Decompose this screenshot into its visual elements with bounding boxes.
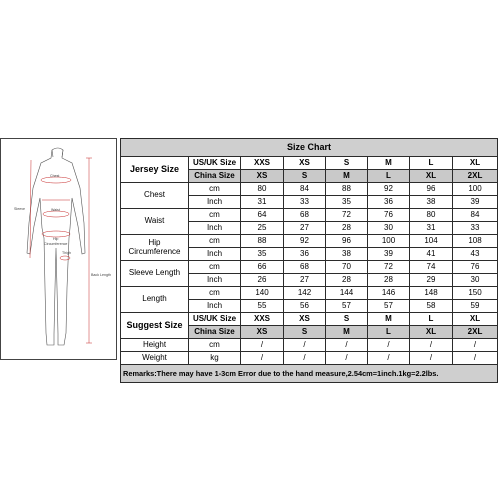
value-cell: 70 <box>326 261 368 274</box>
value-cell: 64 <box>241 209 284 222</box>
sleeve-cm-row <box>121 261 498 274</box>
unit-cell: Inch <box>189 222 241 235</box>
value-cell: 76 <box>368 209 410 222</box>
unit-cell: cm <box>189 339 241 352</box>
value-cell: 39 <box>453 196 498 209</box>
value-cell: 57 <box>368 300 410 313</box>
jersey-us-label: US/UK Size <box>189 157 241 170</box>
hip-cm-row <box>121 235 498 248</box>
unit-cell: cm <box>189 209 241 222</box>
value-cell: 36 <box>284 248 326 261</box>
value-cell: / <box>453 352 498 365</box>
value-cell: 100 <box>368 235 410 248</box>
value-cell: 80 <box>410 209 453 222</box>
suggest-china-size: XL <box>410 326 453 339</box>
value-cell: 59 <box>453 300 498 313</box>
height-label: Height <box>121 339 189 352</box>
value-cell: 92 <box>284 235 326 248</box>
suggest-china-size: M <box>326 326 368 339</box>
value-cell: 140 <box>241 287 284 300</box>
value-cell: / <box>241 339 284 352</box>
value-cell: 150 <box>453 287 498 300</box>
value-cell: 57 <box>326 300 368 313</box>
size-chart-table <box>120 138 498 383</box>
value-cell: / <box>241 352 284 365</box>
hip-label-line2: Circumference <box>128 246 181 256</box>
jersey-china-size: M <box>326 170 368 183</box>
suggest-us-size: XL <box>453 313 498 326</box>
suggest-us-size: M <box>368 313 410 326</box>
unit-cell: Inch <box>189 196 241 209</box>
value-cell: / <box>368 339 410 352</box>
suggest-china-size: XS <box>241 326 284 339</box>
value-cell: 35 <box>326 196 368 209</box>
suggest-size-label: Suggest Size <box>121 313 189 339</box>
value-cell: 76 <box>453 261 498 274</box>
body-silhouette-illustration <box>0 138 117 360</box>
value-cell: 28 <box>326 274 368 287</box>
value-cell: 43 <box>453 248 498 261</box>
value-cell: 144 <box>326 287 368 300</box>
value-cell: 80 <box>241 183 284 196</box>
value-cell: 146 <box>368 287 410 300</box>
waist-label: Waist <box>121 209 189 235</box>
value-cell: 72 <box>326 209 368 222</box>
unit-cell: cm <box>189 235 241 248</box>
value-cell: 55 <box>241 300 284 313</box>
value-cell: 39 <box>368 248 410 261</box>
jersey-china-size: XL <box>410 170 453 183</box>
jersey-china-label: China Size <box>189 170 241 183</box>
value-cell: 25 <box>241 222 284 235</box>
value-cell: 36 <box>368 196 410 209</box>
remarks-text: Remarks:There may have 1-3cm Error due to the hand measure,2.54cm=1inch.1kg=2.2lbs. <box>121 365 498 383</box>
unit-cell: cm <box>189 183 241 196</box>
value-cell: 88 <box>241 235 284 248</box>
value-cell: 92 <box>368 183 410 196</box>
back-length-label: Back Length <box>91 273 111 277</box>
value-cell: 88 <box>326 183 368 196</box>
value-cell: / <box>453 339 498 352</box>
value-cell: 31 <box>241 196 284 209</box>
jersey-china-size: 2XL <box>453 170 498 183</box>
waist-label: Waist <box>51 208 60 212</box>
value-cell: 27 <box>284 274 326 287</box>
chest-cm-row <box>121 183 498 196</box>
value-cell: 108 <box>453 235 498 248</box>
chart-title: Size Chart <box>121 139 498 157</box>
jersey-china-size: XS <box>241 170 284 183</box>
value-cell: 148 <box>410 287 453 300</box>
hip-circumference-row-label <box>121 235 189 261</box>
jersey-us-size: XXS <box>241 157 284 170</box>
waist-cm-row <box>121 209 498 222</box>
hip-label-line1: Hip <box>148 238 161 248</box>
value-cell: 30 <box>453 274 498 287</box>
value-cell: 96 <box>326 235 368 248</box>
suggest-us-size: L <box>410 313 453 326</box>
jersey-us-size: XS <box>284 157 326 170</box>
jersey-china-size: S <box>284 170 326 183</box>
suggest-us-size: S <box>326 313 368 326</box>
value-cell: 31 <box>410 222 453 235</box>
value-cell: 56 <box>284 300 326 313</box>
value-cell: / <box>284 352 326 365</box>
hip-circumference-label: Circumference <box>44 242 68 246</box>
sleeve-length-label: Sleeve Length <box>121 261 189 287</box>
value-cell: 96 <box>410 183 453 196</box>
unit-cell: Inch <box>189 248 241 261</box>
length-cm-row <box>121 287 498 300</box>
jersey-size-label: Jersey Size <box>121 157 189 183</box>
value-cell: 58 <box>410 300 453 313</box>
suggest-china-label: China Size <box>189 326 241 339</box>
value-cell: / <box>326 339 368 352</box>
suggest-us-size: XS <box>284 313 326 326</box>
jersey-us-size: XL <box>453 157 498 170</box>
value-cell: 41 <box>410 248 453 261</box>
unit-cell: cm <box>189 287 241 300</box>
value-cell: 74 <box>410 261 453 274</box>
value-cell: 30 <box>368 222 410 235</box>
weight-label: Weight <box>121 352 189 365</box>
value-cell: 26 <box>241 274 284 287</box>
unit-cell: cm <box>189 261 241 274</box>
chest-label: Chest <box>121 183 189 209</box>
length-label: Length <box>121 287 189 313</box>
jersey-china-size: L <box>368 170 410 183</box>
suggest-china-size: S <box>284 326 326 339</box>
jersey-us-size: M <box>368 157 410 170</box>
value-cell: / <box>368 352 410 365</box>
unit-cell: Inch <box>189 274 241 287</box>
jersey-us-row <box>121 157 498 170</box>
suggest-us-size: XXS <box>241 313 284 326</box>
title-row <box>121 139 498 157</box>
thigh-label: Thigh <box>62 251 71 255</box>
value-cell: 27 <box>284 222 326 235</box>
value-cell: 35 <box>241 248 284 261</box>
value-cell: 72 <box>368 261 410 274</box>
value-cell: / <box>326 352 368 365</box>
chest-label: Chest <box>50 174 60 178</box>
height-row <box>121 339 498 352</box>
value-cell: 29 <box>410 274 453 287</box>
value-cell: 84 <box>284 183 326 196</box>
hip-label: Hip <box>53 237 59 241</box>
size-chart-body <box>121 139 498 383</box>
suggest-china-size: 2XL <box>453 326 498 339</box>
value-cell: / <box>410 352 453 365</box>
suggest-us-label: US/UK Size <box>189 313 241 326</box>
value-cell: / <box>284 339 326 352</box>
value-cell: 28 <box>368 274 410 287</box>
value-cell: 28 <box>326 222 368 235</box>
value-cell: 33 <box>453 222 498 235</box>
figure-frame <box>1 139 117 360</box>
value-cell: / <box>410 339 453 352</box>
unit-cell: kg <box>189 352 241 365</box>
value-cell: 38 <box>410 196 453 209</box>
body-measurement-figure <box>0 138 117 360</box>
suggest-us-row <box>121 313 498 326</box>
value-cell: 100 <box>453 183 498 196</box>
jersey-us-size: L <box>410 157 453 170</box>
value-cell: 68 <box>284 209 326 222</box>
unit-cell: Inch <box>189 300 241 313</box>
sleeve-label: Sleeve <box>14 207 25 211</box>
value-cell: 66 <box>241 261 284 274</box>
remarks-row <box>121 365 498 383</box>
jersey-us-size: S <box>326 157 368 170</box>
value-cell: 84 <box>453 209 498 222</box>
value-cell: 68 <box>284 261 326 274</box>
value-cell: 104 <box>410 235 453 248</box>
value-cell: 142 <box>284 287 326 300</box>
weight-row <box>121 352 498 365</box>
suggest-china-size: L <box>368 326 410 339</box>
value-cell: 38 <box>326 248 368 261</box>
value-cell: 33 <box>284 196 326 209</box>
